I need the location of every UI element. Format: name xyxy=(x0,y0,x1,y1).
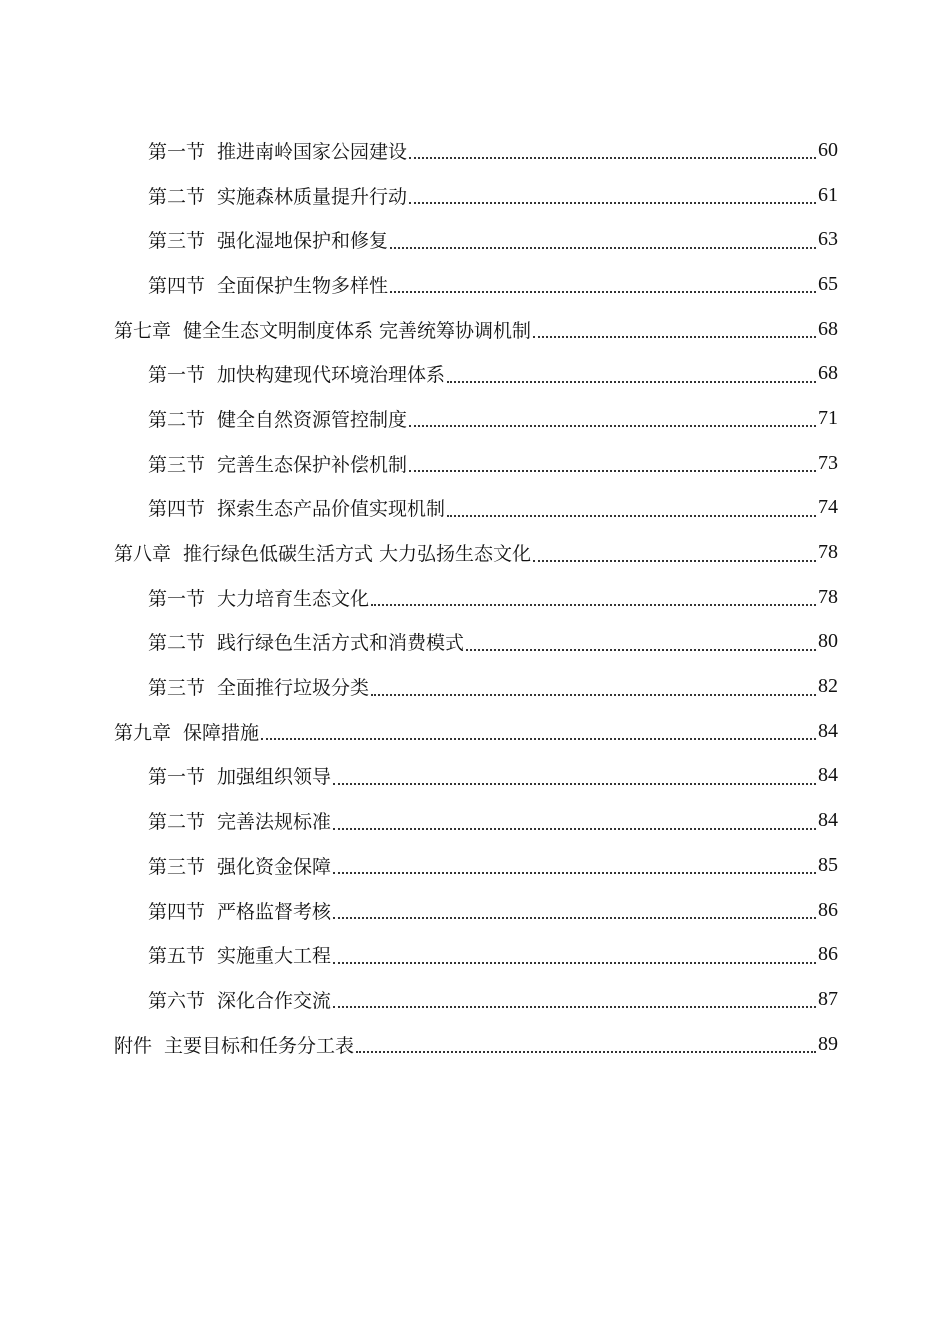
toc-section-entry[interactable] xyxy=(0,173,950,218)
toc-entry-page-number: 74 xyxy=(818,496,838,519)
dot-leader xyxy=(533,336,816,338)
toc-entry-label xyxy=(114,1031,354,1058)
toc-entry-prefix: 第二节 xyxy=(148,811,206,834)
toc-entry-label xyxy=(148,986,331,1013)
toc-entry-prefix: 第三节 xyxy=(148,230,206,253)
toc-entry-label xyxy=(148,762,331,789)
toc-section-entry[interactable] xyxy=(0,351,950,396)
toc-section-entry[interactable] xyxy=(0,798,950,843)
toc-entry-prefix: 第一节 xyxy=(148,587,206,610)
toc-entry-title: 加快构建现代环境治理体系 xyxy=(217,364,446,387)
toc-section-entry[interactable] xyxy=(0,217,950,262)
toc-entry-prefix: 第七章 xyxy=(114,319,172,342)
toc-entry-label xyxy=(148,494,445,521)
dot-leader xyxy=(333,828,816,830)
toc-entry-page-number: 84 xyxy=(818,809,838,832)
toc-section-entry[interactable] xyxy=(0,843,950,888)
toc-entry-title: 健全生态文明制度体系 完善统筹协调机制 xyxy=(183,319,532,342)
toc-entry-page-number: 71 xyxy=(818,406,838,429)
toc-entry-page-number: 61 xyxy=(818,183,838,206)
toc-section-entry[interactable] xyxy=(0,262,950,307)
toc-entry-title: 实施森林质量提升行动 xyxy=(217,185,408,208)
dot-leader xyxy=(409,202,816,204)
toc-section-entry[interactable] xyxy=(0,977,950,1022)
toc-entry-page-number: 73 xyxy=(818,451,838,474)
toc-entry-label xyxy=(148,137,407,164)
toc-entry-label xyxy=(148,897,331,924)
toc-entry-prefix: 第五节 xyxy=(148,945,206,968)
toc-entry-label xyxy=(148,405,407,432)
toc-entry-title: 深化合作交流 xyxy=(217,989,332,1012)
toc-entry-label xyxy=(114,539,531,566)
toc-entry-title: 全面推行垃圾分类 xyxy=(217,677,370,700)
toc-entry-prefix: 第一节 xyxy=(148,766,206,789)
toc-entry-prefix: 第六节 xyxy=(148,989,206,1012)
toc-entry-label xyxy=(148,673,369,700)
toc-entry-prefix: 第三节 xyxy=(148,855,206,878)
toc-entry-label xyxy=(148,182,407,209)
table-of-contents xyxy=(0,128,950,1066)
toc-entry-title: 加强组织领导 xyxy=(217,766,332,789)
toc-entry-title: 完善生态保护补偿机制 xyxy=(217,453,408,476)
toc-entry-page-number: 86 xyxy=(818,898,838,921)
toc-entry-page-number: 65 xyxy=(818,272,838,295)
toc-chapter-entry[interactable] xyxy=(0,1022,950,1067)
toc-section-entry[interactable] xyxy=(0,575,950,620)
dot-leader xyxy=(371,604,816,606)
dot-leader xyxy=(333,872,816,874)
toc-entry-title: 推进南岭国家公园建设 xyxy=(217,140,408,163)
dot-leader xyxy=(409,425,816,427)
toc-entry-label xyxy=(148,628,464,655)
toc-entry-page-number: 78 xyxy=(818,585,838,608)
toc-entry-title: 大力培育生态文化 xyxy=(217,587,370,610)
toc-entry-label xyxy=(148,226,388,253)
toc-entry-title: 探索生态产品价值实现机制 xyxy=(217,498,446,521)
toc-entry-label xyxy=(114,718,259,745)
dot-leader xyxy=(371,694,816,696)
toc-entry-label xyxy=(114,316,531,343)
dot-leader xyxy=(390,247,816,249)
toc-entry-title: 推行绿色低碳生活方式 大力弘扬生态文化 xyxy=(183,543,532,566)
toc-section-entry[interactable] xyxy=(0,128,950,173)
toc-entry-title: 保障措施 xyxy=(183,721,260,744)
toc-entry-label xyxy=(148,450,407,477)
toc-entry-page-number: 86 xyxy=(818,943,838,966)
toc-section-entry[interactable] xyxy=(0,441,950,486)
toc-section-entry[interactable] xyxy=(0,620,950,665)
dot-leader xyxy=(466,649,816,651)
toc-entry-page-number: 87 xyxy=(818,987,838,1010)
toc-entry-prefix: 附件 xyxy=(114,1034,153,1057)
toc-section-entry[interactable] xyxy=(0,396,950,441)
dot-leader xyxy=(333,1006,816,1008)
dot-leader xyxy=(447,381,816,383)
toc-section-entry[interactable] xyxy=(0,888,950,933)
toc-entry-label xyxy=(148,807,331,834)
toc-entry-page-number: 78 xyxy=(818,541,838,564)
toc-entry-page-number: 82 xyxy=(818,675,838,698)
toc-section-entry[interactable] xyxy=(0,932,950,977)
toc-entry-page-number: 80 xyxy=(818,630,838,653)
toc-chapter-entry[interactable] xyxy=(0,307,950,352)
toc-entry-page-number: 68 xyxy=(818,362,838,385)
toc-entry-prefix: 第四节 xyxy=(148,900,206,923)
toc-entry-page-number: 63 xyxy=(818,228,838,251)
dot-leader xyxy=(409,157,816,159)
toc-entry-prefix: 第三节 xyxy=(148,677,206,700)
toc-chapter-entry[interactable] xyxy=(0,530,950,575)
toc-entry-title: 健全自然资源管控制度 xyxy=(217,408,408,431)
toc-entry-title: 践行绿色生活方式和消费模式 xyxy=(217,632,465,655)
toc-section-entry[interactable] xyxy=(0,664,950,709)
toc-entry-page-number: 85 xyxy=(818,853,838,876)
dot-leader xyxy=(390,291,816,293)
toc-entry-title: 强化资金保障 xyxy=(217,855,332,878)
dot-leader xyxy=(447,515,816,517)
toc-entry-label xyxy=(148,852,331,879)
dot-leader xyxy=(261,738,816,740)
dot-leader xyxy=(533,560,816,562)
dot-leader xyxy=(409,470,816,472)
toc-entry-title: 强化湿地保护和修复 xyxy=(217,230,389,253)
toc-entry-prefix: 第一节 xyxy=(148,140,206,163)
toc-section-entry[interactable] xyxy=(0,754,950,799)
toc-entry-label xyxy=(148,360,445,387)
toc-entry-label xyxy=(148,941,331,968)
dot-leader xyxy=(333,962,816,964)
toc-entry-page-number: 84 xyxy=(818,719,838,742)
dot-leader xyxy=(356,1051,816,1053)
toc-entry-title: 主要目标和任务分工表 xyxy=(164,1034,355,1057)
toc-entry-page-number: 60 xyxy=(818,138,838,161)
toc-entry-title: 全面保护生物多样性 xyxy=(217,274,389,297)
toc-chapter-entry[interactable] xyxy=(0,709,950,754)
toc-entry-title: 严格监督考核 xyxy=(217,900,332,923)
toc-entry-page-number: 89 xyxy=(818,1032,838,1055)
toc-section-entry[interactable] xyxy=(0,486,950,531)
dot-leader xyxy=(333,917,816,919)
toc-entry-prefix: 第三节 xyxy=(148,453,206,476)
dot-leader xyxy=(333,783,816,785)
toc-entry-page-number: 84 xyxy=(818,764,838,787)
toc-entry-page-number: 68 xyxy=(818,317,838,340)
toc-entry-prefix: 第八章 xyxy=(114,543,172,566)
toc-entry-prefix: 第二节 xyxy=(148,408,206,431)
toc-entry-prefix: 第二节 xyxy=(148,185,206,208)
toc-entry-prefix: 第一节 xyxy=(148,364,206,387)
toc-entry-prefix: 第九章 xyxy=(114,721,172,744)
toc-entry-title: 完善法规标准 xyxy=(217,811,332,834)
toc-entry-prefix: 第四节 xyxy=(148,498,206,521)
toc-entry-prefix: 第二节 xyxy=(148,632,206,655)
toc-entry-label xyxy=(148,271,388,298)
toc-entry-prefix: 第四节 xyxy=(148,274,206,297)
toc-entry-label xyxy=(148,584,369,611)
toc-entry-title: 实施重大工程 xyxy=(217,945,332,968)
